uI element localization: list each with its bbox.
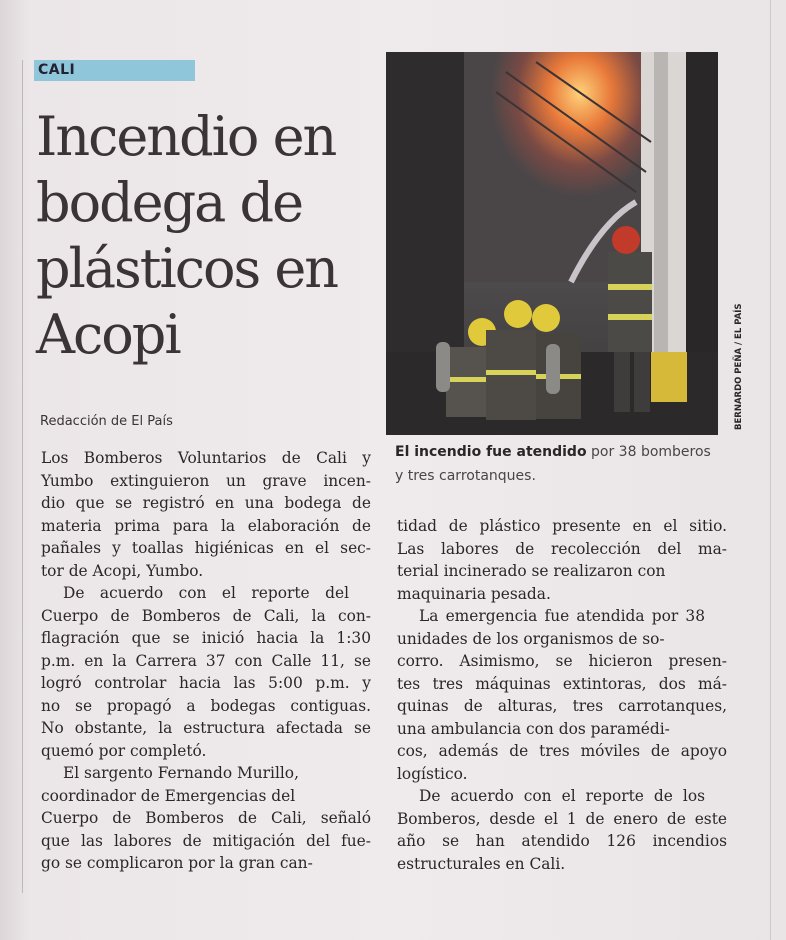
article-line: logró controlar hacia las 5:00 p.m. y	[41, 674, 371, 692]
left-column-rule	[22, 60, 23, 893]
article-line: Bomberos, desde el 1 de enero de este	[397, 809, 727, 828]
article-line: tor de Acopi, Yumbo.	[41, 561, 204, 580]
article-line: tes tres máquinas extintoras, dos má-	[397, 674, 727, 693]
article-paragraph	[41, 582, 371, 762]
article-line: unidades de los organismos de so-	[397, 629, 665, 648]
article-line: quemó por completó.	[41, 741, 207, 760]
section-tag: CALI	[34, 60, 195, 81]
caption-text: por 38 bomberos y tres carrotanques.	[395, 444, 711, 484]
headline-line: Acopi	[36, 303, 180, 366]
article-line: materia prima para la elaboración de	[41, 516, 371, 535]
right-edge-rule	[770, 0, 771, 940]
photo-credit-text: BERNARDO PEÑA / EL PAÍS	[734, 303, 744, 430]
byline: Redacción de El País	[40, 414, 173, 429]
article-line: De acuerdo con el reporte de los	[419, 787, 705, 805]
photo-caption	[395, 440, 715, 488]
headline-line: bodega de	[36, 171, 303, 234]
headline	[36, 104, 376, 368]
article-line: p.m. en la Carrera 37 con Calle 11, se	[41, 651, 371, 670]
article-line: no se propagó a bodegas contiguas.	[41, 696, 371, 715]
article-column-left	[41, 447, 371, 875]
article-paragraph	[41, 762, 371, 875]
article-line: tidad de plástico presente en el sitio.	[397, 517, 727, 535]
article-line: go se complicaron por la gran can-	[41, 854, 313, 872]
article-line: La emergencia fue atendida por 38	[419, 607, 705, 625]
article-line: quinas de alturas, tres carrotanques,	[397, 697, 727, 715]
photo-credit	[718, 52, 744, 435]
article-paragraph	[41, 447, 371, 582]
article-line: coordinador de Emergencias del	[41, 786, 296, 805]
article-line: pañales y toallas higiénicas en el sec-	[41, 539, 371, 557]
caption-lead: El incendio fue atendido	[395, 444, 587, 460]
article-line: estructurales en Cali.	[397, 854, 566, 873]
article-line: logístico.	[397, 764, 468, 783]
article-paragraph	[397, 785, 727, 875]
headline-line: Incendio en	[36, 105, 336, 168]
article-line: flagración que se inició hacia la 1:30	[41, 629, 371, 647]
article-line: corro. Asimismo, se hicieron presen-	[397, 652, 727, 670]
article-line: Yumbo extinguieron un grave incen-	[41, 471, 371, 490]
article-line: Las labores de recolección del ma-	[397, 539, 727, 558]
article-column-right	[397, 515, 727, 875]
article-line: Cuerpo de Bomberos de Cali, señaló	[41, 809, 371, 827]
article-line: que las labores de mitigación del fue-	[41, 831, 371, 850]
article-line: Los Bomberos Voluntarios de Cali y	[41, 449, 371, 467]
fire-photo	[386, 52, 718, 435]
article-line: Cuerpo de Bomberos de Cali, la con-	[41, 606, 371, 625]
article-line: cos, además de tres móviles de apoyo	[397, 742, 727, 760]
article-line: No obstante, la estructura afectada se	[41, 719, 371, 737]
article-line: dio que se registró en una bodega de	[41, 494, 371, 512]
article-line: terial incinerado se realizaron con	[397, 562, 666, 580]
article-line: maquinaria pesada.	[397, 584, 551, 603]
headline-line: plásticos en	[36, 237, 338, 300]
article-paragraph	[397, 515, 727, 605]
article-line: año se han atendido 126 incendios	[397, 832, 727, 850]
article-line: una ambulancia con dos paramédi-	[397, 719, 670, 738]
article-line: De acuerdo con el reporte del	[63, 584, 349, 602]
firefighters-image	[386, 52, 718, 435]
article-paragraph	[397, 605, 727, 785]
article-line: El sargento Fernando Murillo,	[63, 764, 299, 782]
